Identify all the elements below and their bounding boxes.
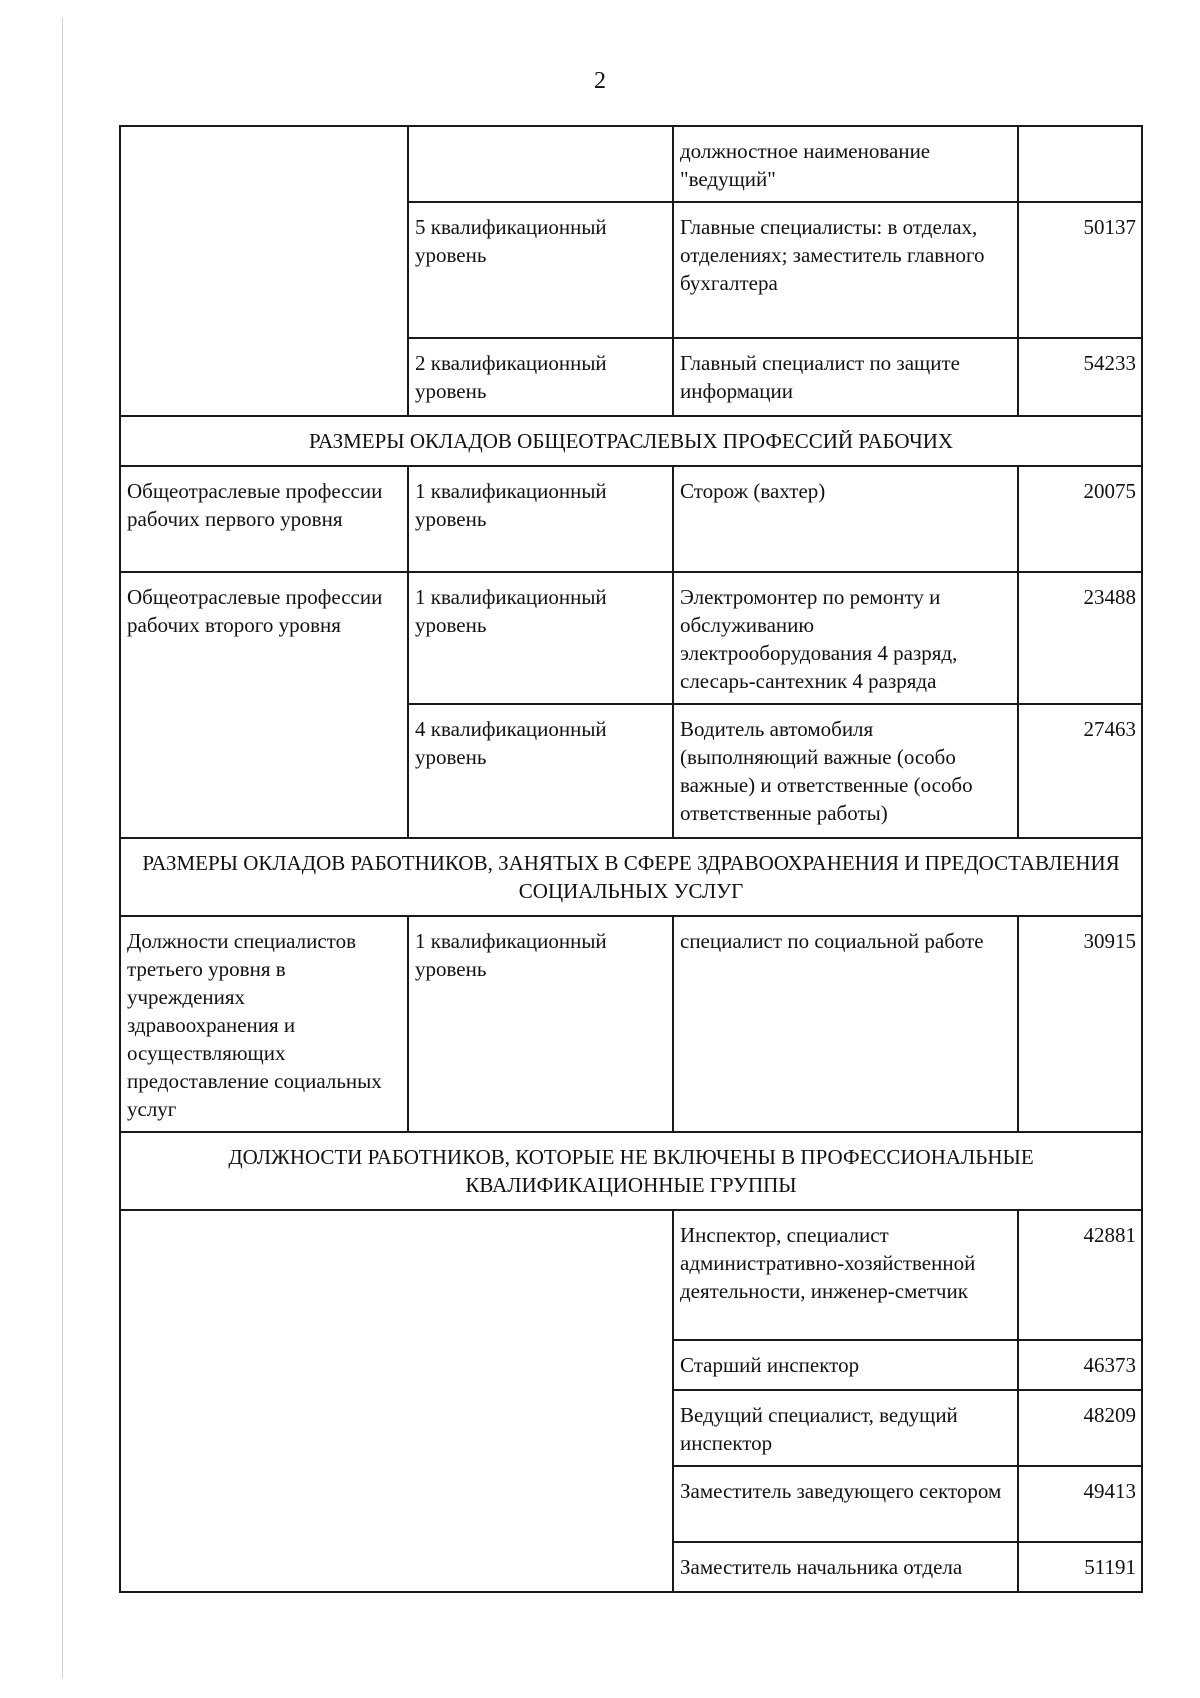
position-cell: Электромонтер по ремонту и обслуживанию электрооборудования 4 разряд, слесарь-сантехник 4 разряда	[673, 572, 1018, 704]
section-header-row	[120, 1132, 1142, 1210]
amount-cell: 54233	[1018, 338, 1142, 416]
group-cell	[120, 126, 408, 416]
position-cell: должностное наименование "ведущий"	[673, 126, 1018, 202]
section-header-row	[120, 838, 1142, 916]
level-cell: 1 квалификационный уровень	[408, 572, 673, 704]
amount-cell: 27463	[1018, 704, 1142, 838]
position-cell: Старший инспектор	[673, 1340, 1018, 1390]
group-cell: Общеотраслевые профессии рабочих первого уровня	[120, 466, 408, 572]
table-row	[120, 572, 1142, 704]
amount-cell: 23488	[1018, 572, 1142, 704]
position-cell: Заместитель начальника отдела	[673, 1542, 1018, 1592]
position-cell: Заместитель заведующего сектором	[673, 1466, 1018, 1542]
section-header-row	[120, 416, 1142, 466]
section-title-other: ДОЛЖНОСТИ РАБОТНИКОВ, КОТОРЫЕ НЕ ВКЛЮЧЕНЫ В ПРОФЕССИОНАЛЬНЫЕ КВАЛИФИКАЦИОННЫЕ ГРУППЫ	[120, 1132, 1142, 1210]
table-row	[120, 916, 1142, 1132]
section-title-workers: РАЗМЕРЫ ОКЛАДОВ ОБЩЕОТРАСЛЕВЫХ ПРОФЕССИЙ РАБОЧИХ	[120, 416, 1142, 466]
table-row	[120, 1210, 1142, 1340]
position-cell: Главные специалисты: в отделах, отделениях; заместитель главного бухгалтера	[673, 202, 1018, 338]
level-cell: 4 квалификационный уровень	[408, 704, 673, 838]
page-margin-line	[62, 18, 63, 1678]
table-row	[120, 126, 1142, 202]
position-cell: специалист по социальной работе	[673, 916, 1018, 1132]
position-cell: Водитель автомобиля (выполняющий важные (особо важные) и ответственные (особо ответственные работы)	[673, 704, 1018, 838]
page-number: 2	[594, 68, 606, 94]
group-cell: Общеотраслевые профессии рабочих второго уровня	[120, 572, 408, 838]
salary-table	[119, 125, 1143, 1593]
amount-cell: 48209	[1018, 1390, 1142, 1466]
amount-cell: 50137	[1018, 202, 1142, 338]
amount-cell: 20075	[1018, 466, 1142, 572]
amount-cell	[1018, 126, 1142, 202]
section-title-health: РАЗМЕРЫ ОКЛАДОВ РАБОТНИКОВ, ЗАНЯТЫХ В СФЕРЕ ЗДРАВООХРАНЕНИЯ И ПРЕДОСТАВЛЕНИЯ СОЦИАЛЬНЫХ УСЛУГ	[120, 838, 1142, 916]
position-cell: Сторож (вахтер)	[673, 466, 1018, 572]
level-cell: 2 квалификационный уровень	[408, 338, 673, 416]
amount-cell: 42881	[1018, 1210, 1142, 1340]
blank-cell	[120, 1210, 673, 1592]
group-cell: Должности специалистов третьего уровня в учреждениях здравоохранения и осуществляющих предоставление социальных услуг	[120, 916, 408, 1132]
position-cell: Главный специалист по защите информации	[673, 338, 1018, 416]
amount-cell: 49413	[1018, 1466, 1142, 1542]
level-cell: 5 квалификационный уровень	[408, 202, 673, 338]
position-cell: Ведущий специалист, ведущий инспектор	[673, 1390, 1018, 1466]
level-cell	[408, 126, 673, 202]
amount-cell: 51191	[1018, 1542, 1142, 1592]
level-cell: 1 квалификационный уровень	[408, 916, 673, 1132]
amount-cell: 46373	[1018, 1340, 1142, 1390]
amount-cell: 30915	[1018, 916, 1142, 1132]
position-cell: Инспектор, специалист административно-хозяйственной деятельности, инженер-сметчик	[673, 1210, 1018, 1340]
level-cell: 1 квалификационный уровень	[408, 466, 673, 572]
table-row	[120, 466, 1142, 572]
